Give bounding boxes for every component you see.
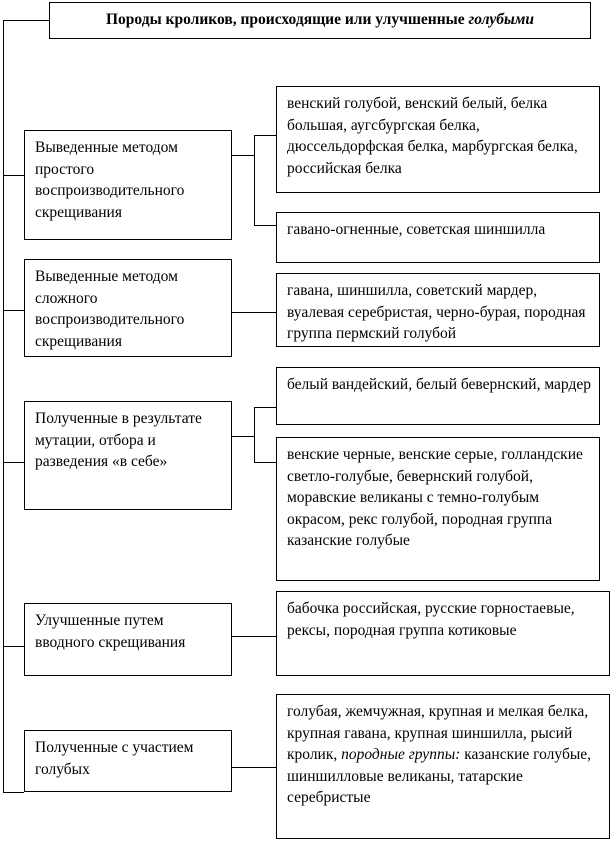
result-text-part: казанские голубые, шиншилловые великаны, татарские серебристые (287, 746, 592, 806)
category-box-complex-crossing (24, 259, 232, 357)
category-label: Выведенные методом простого воспроизводительного скрещивания (35, 139, 185, 221)
category-label: Полученные в результате мутации, отбора и разведения «в себе» (35, 410, 202, 470)
category-box-with-blue (24, 730, 232, 792)
result-box-1b (276, 212, 600, 263)
result-box-3b (276, 437, 600, 581)
result-box-4 (276, 591, 610, 676)
branch-stub-3 (232, 436, 254, 437)
title-main: Породы кроликов, происходящие или улучшенные (106, 11, 469, 28)
category-box-mutation (24, 401, 232, 510)
spine-connector-1 (3, 175, 24, 176)
result-box-3a (276, 367, 600, 425)
title-emph: голубыми (468, 11, 534, 28)
branch-stub-1 (232, 155, 254, 156)
result-box-5 (276, 694, 610, 839)
branch-to-result-4 (232, 636, 276, 637)
result-text: гавано-огненные, советская шиншилла (287, 221, 546, 238)
branch-to-result-1b (254, 225, 276, 226)
branch-vertical-1 (254, 135, 255, 225)
category-label: Выведенные методом сложного воспроизводительного скрещивания (35, 268, 185, 350)
category-label: Полученные с участием голубых (35, 739, 194, 778)
category-label: Улучшенные путем вводного скрещивания (35, 612, 186, 651)
result-text: венский голубой, венский белый, белка большая, аугсбургская белка, дюссельдорфская белка, марбургская белка, российская белка (287, 95, 578, 177)
branch-to-result-5 (232, 767, 276, 768)
spine-connector-5 (3, 792, 24, 793)
branch-to-result-2 (232, 312, 276, 313)
spine-to-title-line (3, 20, 49, 21)
branch-to-result-3a (254, 407, 276, 408)
spine-connector-3 (3, 462, 24, 463)
result-text-emphasis: породные группы: (341, 746, 461, 763)
category-box-introductory-crossing (24, 603, 232, 676)
branch-to-result-1a (254, 135, 276, 136)
result-box-2 (276, 273, 600, 347)
result-text-part: голубая, жемчужная, крупная и мелкая белка, крупная гавана, крупная шиншилла, рысий кролик, (287, 703, 589, 763)
spine-connector-4 (3, 646, 24, 647)
result-text: белый вандейский, белый бевернский, мардер (287, 376, 591, 393)
branch-vertical-3 (254, 407, 255, 463)
category-box-simple-crossing (24, 130, 232, 240)
spine-line (3, 20, 4, 793)
result-text: венские черные, венские серые, голландские светло-голубые, бевернский голубой, моравские великаны с темно-голубым окрасом, рекс голубой, породная группа казанские голубые (287, 446, 583, 549)
result-text: гавана, шиншилла, советский мардер, вуалевая серебристая, черно-бурая, породная группа пермский голубой (287, 282, 586, 342)
diagram-title (49, 2, 591, 39)
spine-connector-2 (3, 310, 24, 311)
branch-to-result-3b (254, 462, 276, 463)
result-box-1a (276, 86, 600, 193)
result-text: бабочка российская, русские горностаевые, рексы, породная группа котиковые (287, 600, 575, 639)
